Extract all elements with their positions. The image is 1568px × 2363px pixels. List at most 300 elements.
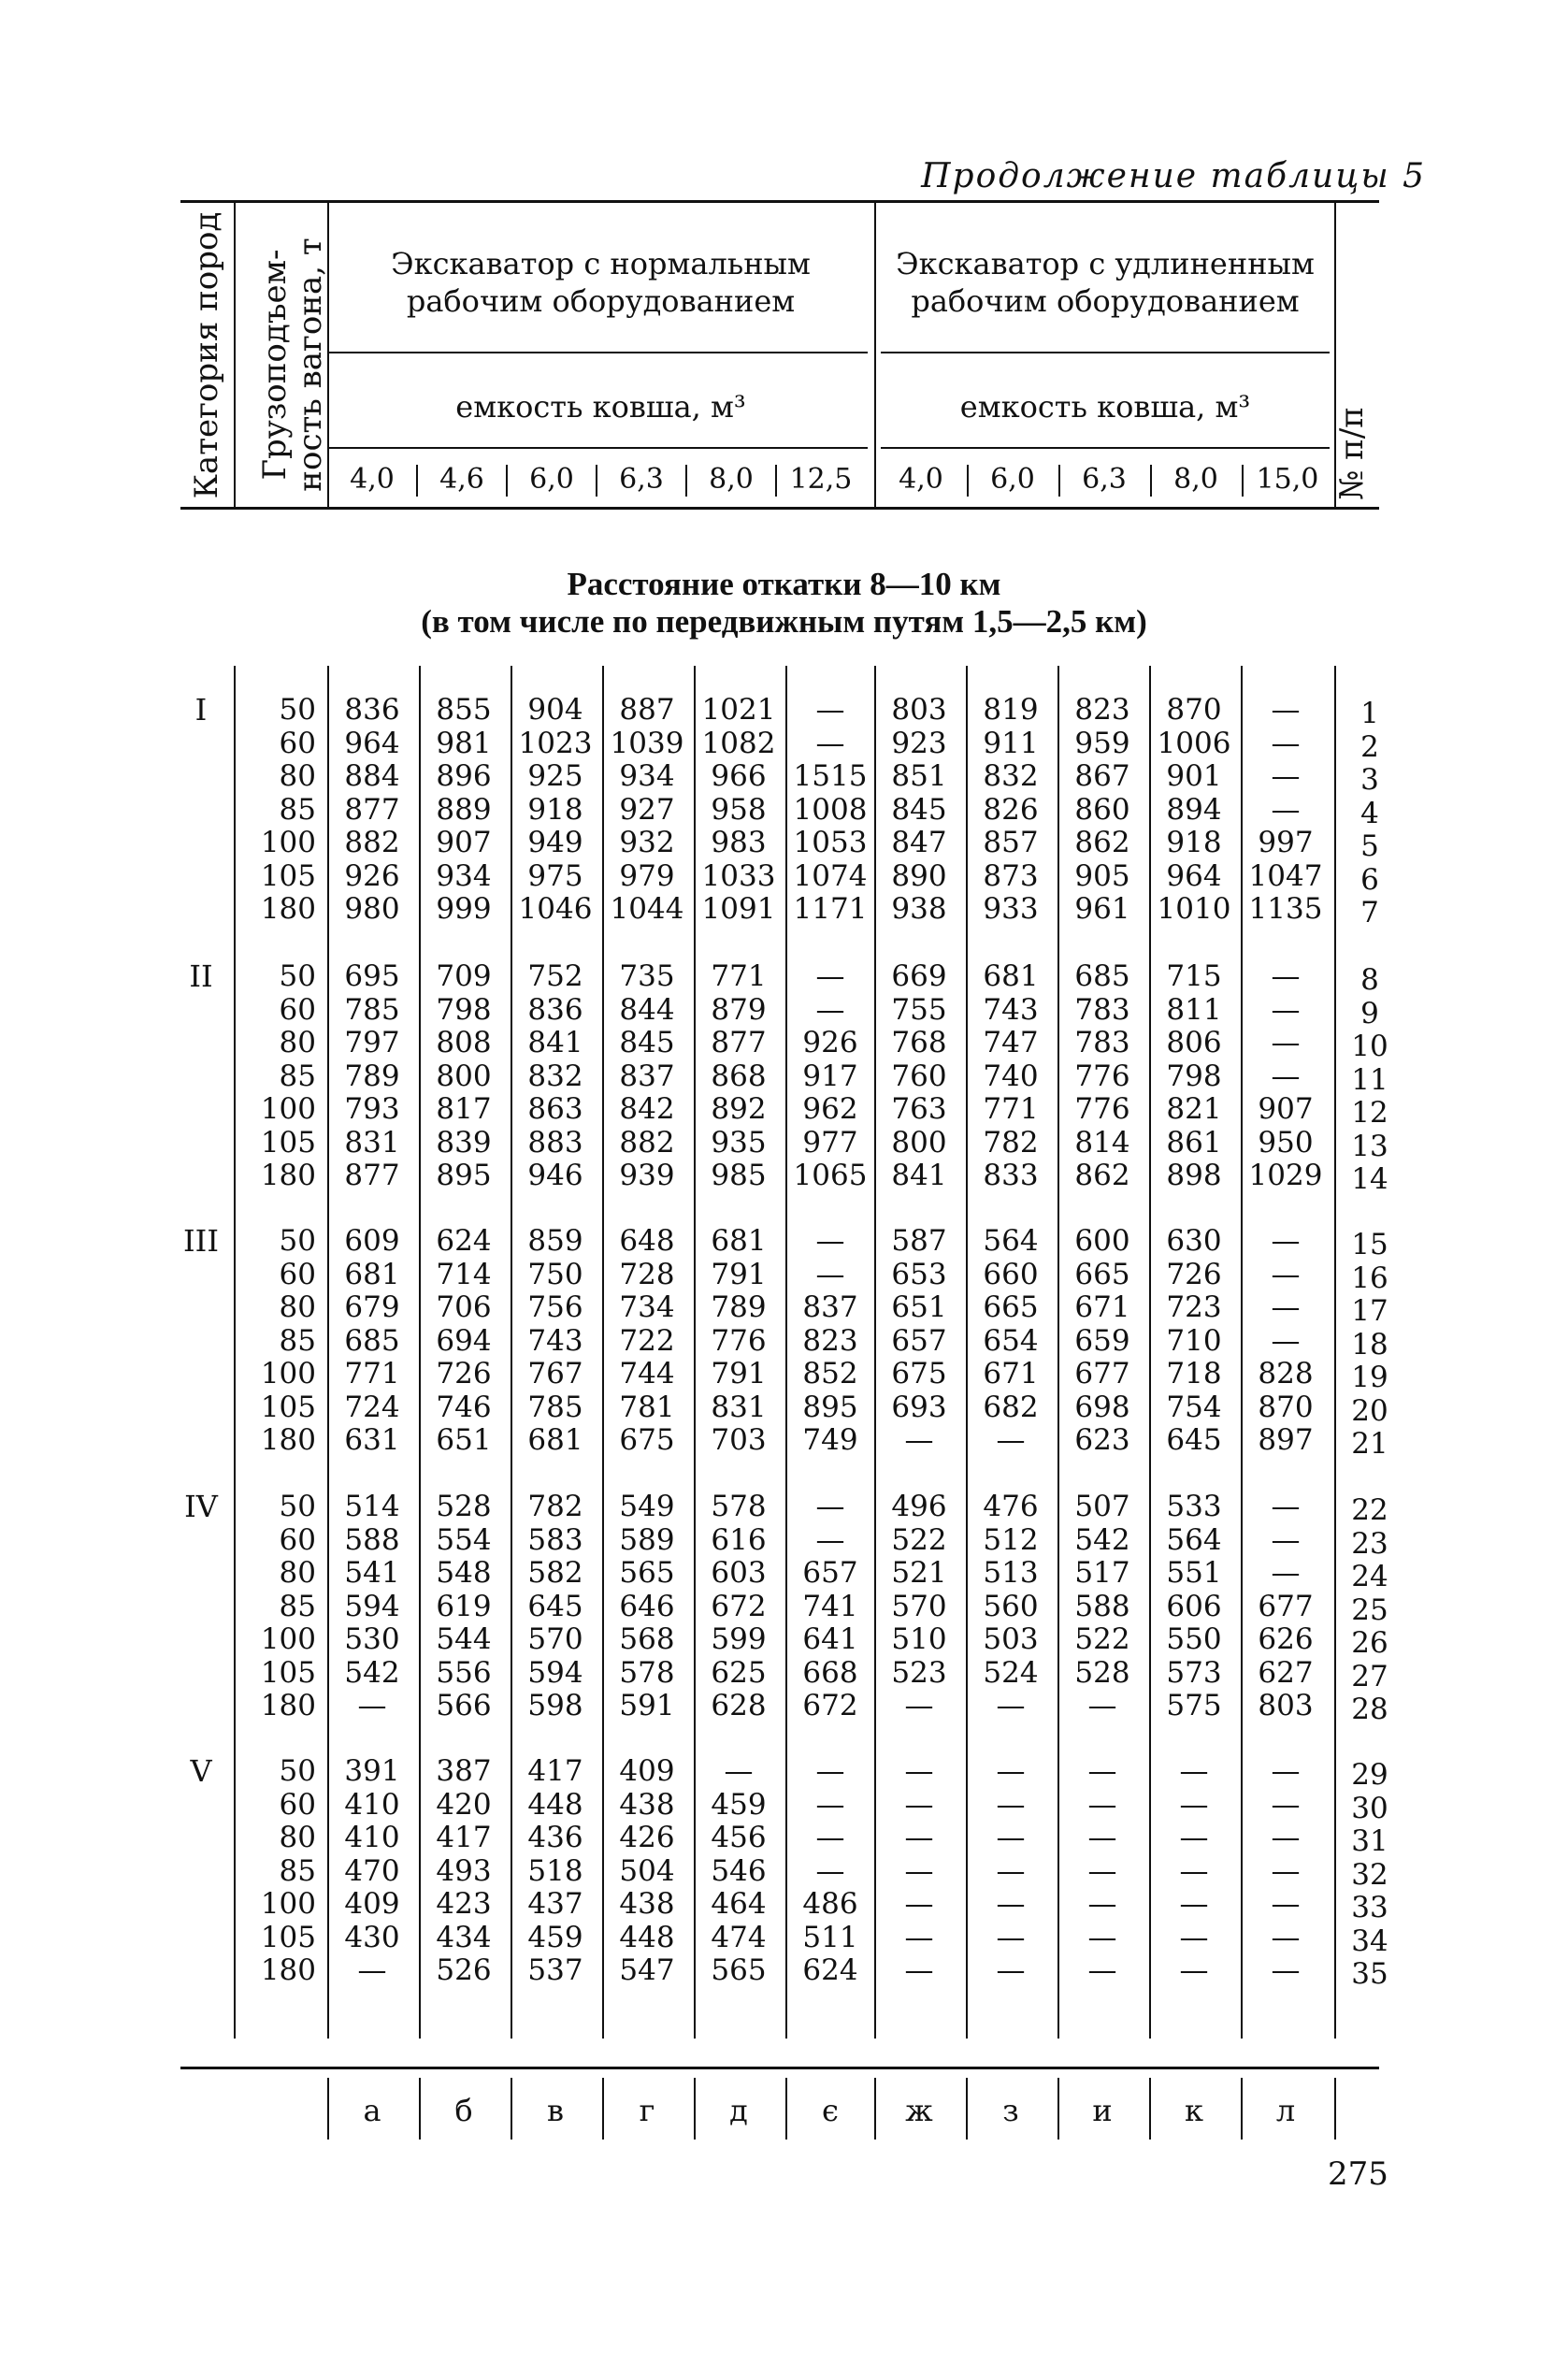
table-bottom-rule xyxy=(180,2067,1379,2069)
table-cell: — xyxy=(815,693,845,727)
row-number: 4 xyxy=(1360,796,1379,830)
table-cell: 437 xyxy=(527,1887,583,1921)
table-cell: 530 xyxy=(344,1622,400,1656)
table-cell: 776 xyxy=(711,1323,767,1358)
bucket-separator xyxy=(416,465,418,497)
table-cell: 934 xyxy=(619,759,675,793)
table-cell: — xyxy=(1271,693,1301,727)
table-cell: 476 xyxy=(983,1490,1039,1523)
table-cell: 464 xyxy=(711,1887,767,1921)
table-cell: 841 xyxy=(527,1026,583,1059)
table-cell: 1053 xyxy=(793,826,868,859)
table-cell: 695 xyxy=(344,959,400,993)
table-cell: 410 xyxy=(344,1821,400,1854)
table-cell: 512 xyxy=(983,1522,1039,1557)
table-cell: 882 xyxy=(619,1125,675,1160)
row-number: 2 xyxy=(1360,729,1379,764)
table-cell: — xyxy=(724,1754,754,1788)
table-cell: 387 xyxy=(436,1754,492,1788)
extended-equipment-header: Экскаватор с удлиненным рабочим оборудованием xyxy=(896,246,1315,319)
table-cell: 793 xyxy=(344,1092,400,1126)
table-cell: 749 xyxy=(802,1423,858,1457)
table-cell: 438 xyxy=(619,1787,675,1822)
table-cell: — xyxy=(1271,1953,1301,1987)
column-letter-6: є xyxy=(822,2093,839,2128)
row-number: 14 xyxy=(1351,1162,1388,1196)
table-cell: 918 xyxy=(527,792,583,827)
table-cell: 806 xyxy=(1166,1026,1222,1059)
table-cell: 877 xyxy=(344,1159,400,1192)
table-cell: 675 xyxy=(619,1423,675,1457)
table-cell: 743 xyxy=(527,1323,583,1358)
table-cell: 606 xyxy=(1166,1589,1222,1623)
column-letter-3: в xyxy=(546,2093,564,2128)
row-number: 7 xyxy=(1360,896,1379,929)
table-cell: — xyxy=(1271,1522,1301,1557)
table-cell: — xyxy=(1087,1920,1117,1954)
table-cell: 573 xyxy=(1166,1655,1222,1690)
bucket-separator xyxy=(1242,465,1244,497)
wagon-capacity: 80 xyxy=(279,1556,316,1590)
table-cell: 901 xyxy=(1166,759,1222,793)
table-cell: 752 xyxy=(527,959,583,993)
table-cell: — xyxy=(996,1689,1026,1722)
column-rule-13 xyxy=(1334,666,1336,2039)
table-cell: 892 xyxy=(711,1092,767,1126)
table-cell: 522 xyxy=(891,1522,947,1557)
table-cell: 887 xyxy=(619,693,675,727)
table-cell: 961 xyxy=(1074,892,1130,926)
table-cell: 800 xyxy=(891,1125,947,1160)
row-number: 30 xyxy=(1351,1791,1388,1825)
table-cell: 470 xyxy=(344,1853,400,1888)
table-cell: — xyxy=(1087,1754,1117,1788)
table-cell: 958 xyxy=(711,792,767,827)
table-cell: 927 xyxy=(619,792,675,827)
extended-subrule-2 xyxy=(881,447,1330,449)
page-number: 275 xyxy=(1328,2155,1388,2193)
row-number: 31 xyxy=(1351,1824,1388,1858)
row-number: 34 xyxy=(1351,1924,1388,1958)
row-number: 26 xyxy=(1351,1626,1388,1660)
table-cell: 980 xyxy=(344,892,400,926)
row-number: 3 xyxy=(1360,763,1379,797)
table-cell: 548 xyxy=(436,1556,492,1590)
table-cell: 603 xyxy=(711,1556,767,1590)
table-cell: 791 xyxy=(711,1357,767,1390)
table-cell: 507 xyxy=(1074,1490,1130,1523)
table-cell: 797 xyxy=(344,1026,400,1059)
table-cell: 726 xyxy=(1166,1257,1222,1291)
letter-separator xyxy=(419,2078,421,2140)
table-cell: 587 xyxy=(891,1224,947,1258)
table-cell: 646 xyxy=(619,1589,675,1623)
table-cell: — xyxy=(904,1853,934,1888)
table-cell: 626 xyxy=(1258,1622,1314,1656)
table-cell: 860 xyxy=(1074,792,1130,827)
table-cell: 966 xyxy=(711,759,767,793)
table-cell: 962 xyxy=(802,1092,858,1126)
table-cell: 808 xyxy=(436,1026,492,1059)
table-cell: 1046 xyxy=(518,892,593,926)
wagon-capacity: 105 xyxy=(260,858,316,893)
table-cell: — xyxy=(1271,1026,1301,1059)
table-cell: 589 xyxy=(619,1522,675,1557)
table-cell: 977 xyxy=(802,1125,858,1160)
table-cell: — xyxy=(996,1887,1026,1921)
table-cell: 831 xyxy=(711,1390,767,1424)
table-cell: 668 xyxy=(802,1655,858,1690)
wagon-capacity: 180 xyxy=(260,1159,316,1192)
table-cell: 653 xyxy=(891,1257,947,1291)
row-number: 15 xyxy=(1351,1228,1388,1261)
table-cell: — xyxy=(815,1224,845,1258)
wagon-capacity: 85 xyxy=(279,1589,316,1623)
table-cell: 496 xyxy=(891,1490,947,1523)
row-number: 28 xyxy=(1351,1693,1388,1726)
table-cell: 845 xyxy=(619,1026,675,1059)
table-cell: 837 xyxy=(619,1059,675,1093)
table-cell: 486 xyxy=(802,1887,858,1921)
column-letter-11: л xyxy=(1275,2093,1296,2128)
row-number: 27 xyxy=(1351,1659,1388,1693)
table-cell: 514 xyxy=(344,1490,400,1523)
letter-separator xyxy=(511,2078,512,2140)
bucket-size-3: 6,0 xyxy=(529,463,574,496)
wagon-capacity: 100 xyxy=(260,1357,316,1390)
table-cell: — xyxy=(1271,1887,1301,1921)
table-cell: — xyxy=(1179,1853,1209,1888)
table-cell: 703 xyxy=(711,1423,767,1457)
table-cell: 898 xyxy=(1166,1159,1222,1192)
table-cell: 549 xyxy=(619,1490,675,1523)
table-cell: 857 xyxy=(983,826,1039,859)
table-cell: 681 xyxy=(344,1257,400,1291)
table-cell: 504 xyxy=(619,1853,675,1888)
table-cell: 627 xyxy=(1258,1655,1314,1690)
wagon-capacity: 105 xyxy=(260,1125,316,1160)
bucket-size-5: 8,0 xyxy=(709,463,754,496)
table-cell: 1074 xyxy=(793,858,868,893)
table-cell: 631 xyxy=(344,1423,400,1457)
table-cell: 685 xyxy=(344,1323,400,1358)
table-cell: 714 xyxy=(436,1257,492,1291)
table-cell: 1023 xyxy=(518,726,593,760)
wagon-capacity: 105 xyxy=(260,1390,316,1424)
table-cell: 867 xyxy=(1074,759,1130,793)
table-cell: — xyxy=(904,1689,934,1722)
bucket-size-9: 6,3 xyxy=(1082,463,1127,496)
table-cell: — xyxy=(357,1689,387,1722)
table-cell: 685 xyxy=(1074,959,1130,993)
table-cell: 1171 xyxy=(793,892,868,926)
table-cell: 907 xyxy=(1258,1092,1314,1126)
wagon-capacity: 105 xyxy=(260,1920,316,1954)
table-cell: 817 xyxy=(436,1092,492,1126)
wagon-capacity: 105 xyxy=(260,1655,316,1690)
table-cell: 889 xyxy=(436,792,492,827)
wagon-capacity: 85 xyxy=(279,1323,316,1358)
table-cell: 939 xyxy=(619,1159,675,1192)
table-cell: 771 xyxy=(711,959,767,993)
table-cell: 570 xyxy=(527,1622,583,1656)
row-number: 8 xyxy=(1360,963,1379,997)
category-label: I xyxy=(194,692,208,728)
table-cell: 870 xyxy=(1166,693,1222,727)
table-cell: 819 xyxy=(983,693,1039,727)
table-cell: 823 xyxy=(1074,693,1130,727)
letter-separator xyxy=(1149,2078,1151,2140)
table-cell: 391 xyxy=(344,1754,400,1788)
table-cell: 616 xyxy=(711,1522,767,1557)
table-cell: — xyxy=(1271,1059,1301,1093)
section-title: Расстояние откатки 8—10 км xyxy=(567,566,1001,602)
bucket-separator xyxy=(1058,465,1060,497)
table-cell: 861 xyxy=(1166,1125,1222,1160)
table-cell: 926 xyxy=(344,858,400,893)
table-cell: 832 xyxy=(983,759,1039,793)
table-cell: 560 xyxy=(983,1589,1039,1623)
wagon-capacity: 80 xyxy=(279,759,316,793)
row-number: 22 xyxy=(1351,1493,1388,1527)
table-cell: 841 xyxy=(891,1159,947,1192)
category-label: IV xyxy=(184,1489,218,1524)
table-cell: 693 xyxy=(891,1390,947,1424)
table-cell: — xyxy=(1271,759,1301,793)
table-cell: 895 xyxy=(436,1159,492,1192)
bucket-size-1: 4,0 xyxy=(350,463,395,496)
row-number: 16 xyxy=(1351,1261,1388,1295)
wagon-capacity: 50 xyxy=(279,1754,316,1788)
table-cell: 964 xyxy=(1166,858,1222,893)
table-cell: — xyxy=(1271,792,1301,827)
table-cell: — xyxy=(1087,1821,1117,1854)
table-cell: 1135 xyxy=(1248,892,1323,926)
row-number: 6 xyxy=(1360,862,1379,897)
table-cell: 934 xyxy=(436,858,492,893)
table-cell: 767 xyxy=(527,1357,583,1390)
table-cell: 600 xyxy=(1074,1224,1130,1258)
table-cell: 904 xyxy=(527,693,583,727)
row-number: 1 xyxy=(1360,697,1379,730)
table-cell: 672 xyxy=(711,1589,767,1623)
header-bottom-rule xyxy=(180,507,1379,510)
bucket-separator xyxy=(596,465,597,497)
table-cell: 564 xyxy=(1166,1522,1222,1557)
table-cell: 844 xyxy=(619,992,675,1027)
table-cell: 679 xyxy=(344,1290,400,1324)
table-cell: 550 xyxy=(1166,1622,1222,1656)
table-cell: 609 xyxy=(344,1224,400,1258)
table-cell: 681 xyxy=(983,959,1039,993)
table-cell: 776 xyxy=(1074,1059,1130,1093)
wagon-capacity: 60 xyxy=(279,1522,316,1557)
wagon-capacity: 80 xyxy=(279,1026,316,1059)
table-cell: — xyxy=(904,1423,934,1457)
table-cell: 811 xyxy=(1166,992,1222,1027)
table-cell: 740 xyxy=(983,1059,1039,1093)
wagon-capacity: 60 xyxy=(279,1787,316,1822)
wagon-capacity: 50 xyxy=(279,693,316,727)
table-cell: 783 xyxy=(1074,992,1130,1027)
column-rule-1 xyxy=(234,666,236,2039)
extended-subrule-1 xyxy=(881,352,1330,353)
row-number: 23 xyxy=(1351,1526,1388,1561)
table-cell: 870 xyxy=(1258,1390,1314,1424)
letter-separator xyxy=(1334,2078,1336,2140)
table-cell: 423 xyxy=(436,1887,492,1921)
table-cell: 524 xyxy=(983,1655,1039,1690)
table-cell: 1091 xyxy=(701,892,776,926)
wagon-capacity: 180 xyxy=(260,1689,316,1722)
table-cell: — xyxy=(996,1953,1026,1987)
table-cell: 526 xyxy=(436,1953,492,1987)
table-cell: — xyxy=(1271,1290,1301,1324)
table-cell: 833 xyxy=(983,1159,1039,1192)
table-cell: 837 xyxy=(802,1290,858,1324)
table-cell: — xyxy=(1087,1953,1117,1987)
table-cell: — xyxy=(815,1853,845,1888)
table-cell: 660 xyxy=(983,1257,1039,1291)
table-cell: 868 xyxy=(711,1059,767,1093)
table-cell: 493 xyxy=(436,1853,492,1888)
table-cell: 821 xyxy=(1166,1092,1222,1126)
table-cell: 645 xyxy=(527,1589,583,1623)
table-cell: 677 xyxy=(1074,1357,1130,1390)
table-cell: 726 xyxy=(436,1357,492,1390)
table-cell: 979 xyxy=(619,858,675,893)
table-cell: 839 xyxy=(436,1125,492,1160)
table-cell: 459 xyxy=(711,1787,767,1822)
table-cell: 625 xyxy=(711,1655,767,1690)
table-cell: 1010 xyxy=(1157,892,1231,926)
category-label: II xyxy=(189,958,213,994)
table-cell: 583 xyxy=(527,1522,583,1557)
table-cell: 565 xyxy=(711,1953,767,1987)
table-cell: 551 xyxy=(1166,1556,1222,1590)
table-cell: 842 xyxy=(619,1092,675,1126)
table-cell: 448 xyxy=(619,1920,675,1954)
table-cell: 409 xyxy=(619,1754,675,1788)
table-cell: 434 xyxy=(436,1920,492,1954)
table-cell: — xyxy=(996,1853,1026,1888)
column-letter-10: к xyxy=(1185,2093,1203,2128)
table-cell: 831 xyxy=(344,1125,400,1160)
row-number: 20 xyxy=(1351,1393,1388,1428)
table-cell: 746 xyxy=(436,1390,492,1424)
table-cell: 907 xyxy=(436,826,492,859)
table-cell: 1008 xyxy=(793,792,868,827)
table-cell: 1006 xyxy=(1157,726,1231,760)
table-cell: 771 xyxy=(983,1092,1039,1126)
table-cell: 862 xyxy=(1074,826,1130,859)
table-cell: 575 xyxy=(1166,1689,1222,1722)
table-cell: 624 xyxy=(802,1953,858,1987)
table-cell: 657 xyxy=(802,1556,858,1590)
letter-separator xyxy=(327,2078,329,2140)
table-cell: 648 xyxy=(619,1224,675,1258)
column-letter-1: а xyxy=(363,2093,381,2128)
table-cell: 823 xyxy=(802,1323,858,1358)
table-cell: 544 xyxy=(436,1622,492,1656)
table-cell: 659 xyxy=(1074,1323,1130,1358)
table-cell: — xyxy=(904,1787,934,1822)
bucket-separator xyxy=(506,465,508,497)
wagon-capacity: 80 xyxy=(279,1821,316,1854)
row-number: 9 xyxy=(1360,996,1379,1030)
wagon-capacity: 100 xyxy=(260,1092,316,1126)
table-cell: — xyxy=(815,1754,845,1788)
table-cell: 836 xyxy=(527,992,583,1027)
table-cell: 932 xyxy=(619,826,675,859)
row-number: 21 xyxy=(1351,1427,1388,1461)
table-cell: — xyxy=(1271,1556,1301,1590)
wagon-capacity: 100 xyxy=(260,1887,316,1921)
table-cell: — xyxy=(1179,1821,1209,1854)
row-number: 5 xyxy=(1360,829,1379,863)
wagon-capacity: 180 xyxy=(260,1953,316,1987)
table-cell: 503 xyxy=(983,1622,1039,1656)
table-cell: 510 xyxy=(891,1622,947,1656)
table-cell: 781 xyxy=(619,1390,675,1424)
table-cell: 741 xyxy=(802,1589,858,1623)
column-letter-4: г xyxy=(639,2093,655,2128)
table-cell: 623 xyxy=(1074,1423,1130,1457)
table-cell: 624 xyxy=(436,1224,492,1258)
table-cell: 949 xyxy=(527,826,583,859)
table-cell: 528 xyxy=(436,1490,492,1523)
table-cell: 950 xyxy=(1258,1125,1314,1160)
table-cell: 578 xyxy=(619,1655,675,1690)
table-cell: — xyxy=(1271,1787,1301,1822)
row-number: 18 xyxy=(1351,1327,1388,1362)
table-cell: — xyxy=(1087,1689,1117,1722)
table-cell: — xyxy=(1271,1821,1301,1854)
letter-separator xyxy=(1241,2078,1243,2140)
column-letter-9: и xyxy=(1092,2093,1113,2128)
wagon-capacity: 50 xyxy=(279,1224,316,1258)
table-cell: 1021 xyxy=(701,693,776,727)
table-cell: 448 xyxy=(527,1787,583,1822)
table-cell: 672 xyxy=(802,1689,858,1722)
bucket-size-8: 6,0 xyxy=(990,463,1035,496)
table-cell: — xyxy=(815,1490,845,1523)
table-cell: 925 xyxy=(527,759,583,793)
table-cell: — xyxy=(815,1257,845,1291)
bucket-size-11: 15,0 xyxy=(1256,463,1319,496)
table-cell: 897 xyxy=(1258,1423,1314,1457)
table-cell: 598 xyxy=(527,1689,583,1722)
table-cell: — xyxy=(1271,1323,1301,1358)
table-cell: — xyxy=(1179,1887,1209,1921)
letter-separator xyxy=(874,2078,876,2140)
table-cell: 630 xyxy=(1166,1224,1222,1258)
table-cell: 417 xyxy=(527,1754,583,1788)
table-cell: 522 xyxy=(1074,1622,1130,1656)
table-cell: 523 xyxy=(891,1655,947,1690)
table-cell: — xyxy=(1087,1853,1117,1888)
table-cell: 619 xyxy=(436,1589,492,1623)
table-cell: 570 xyxy=(891,1589,947,1623)
wagon-capacity: 60 xyxy=(279,992,316,1027)
table-cell: 791 xyxy=(711,1257,767,1291)
table-cell: 456 xyxy=(711,1821,767,1854)
table-cell: 828 xyxy=(1258,1357,1314,1390)
table-cell: — xyxy=(1087,1787,1117,1822)
table-cell: 474 xyxy=(711,1920,767,1954)
table-cell: — xyxy=(1271,959,1301,993)
table-cell: 879 xyxy=(711,992,767,1027)
